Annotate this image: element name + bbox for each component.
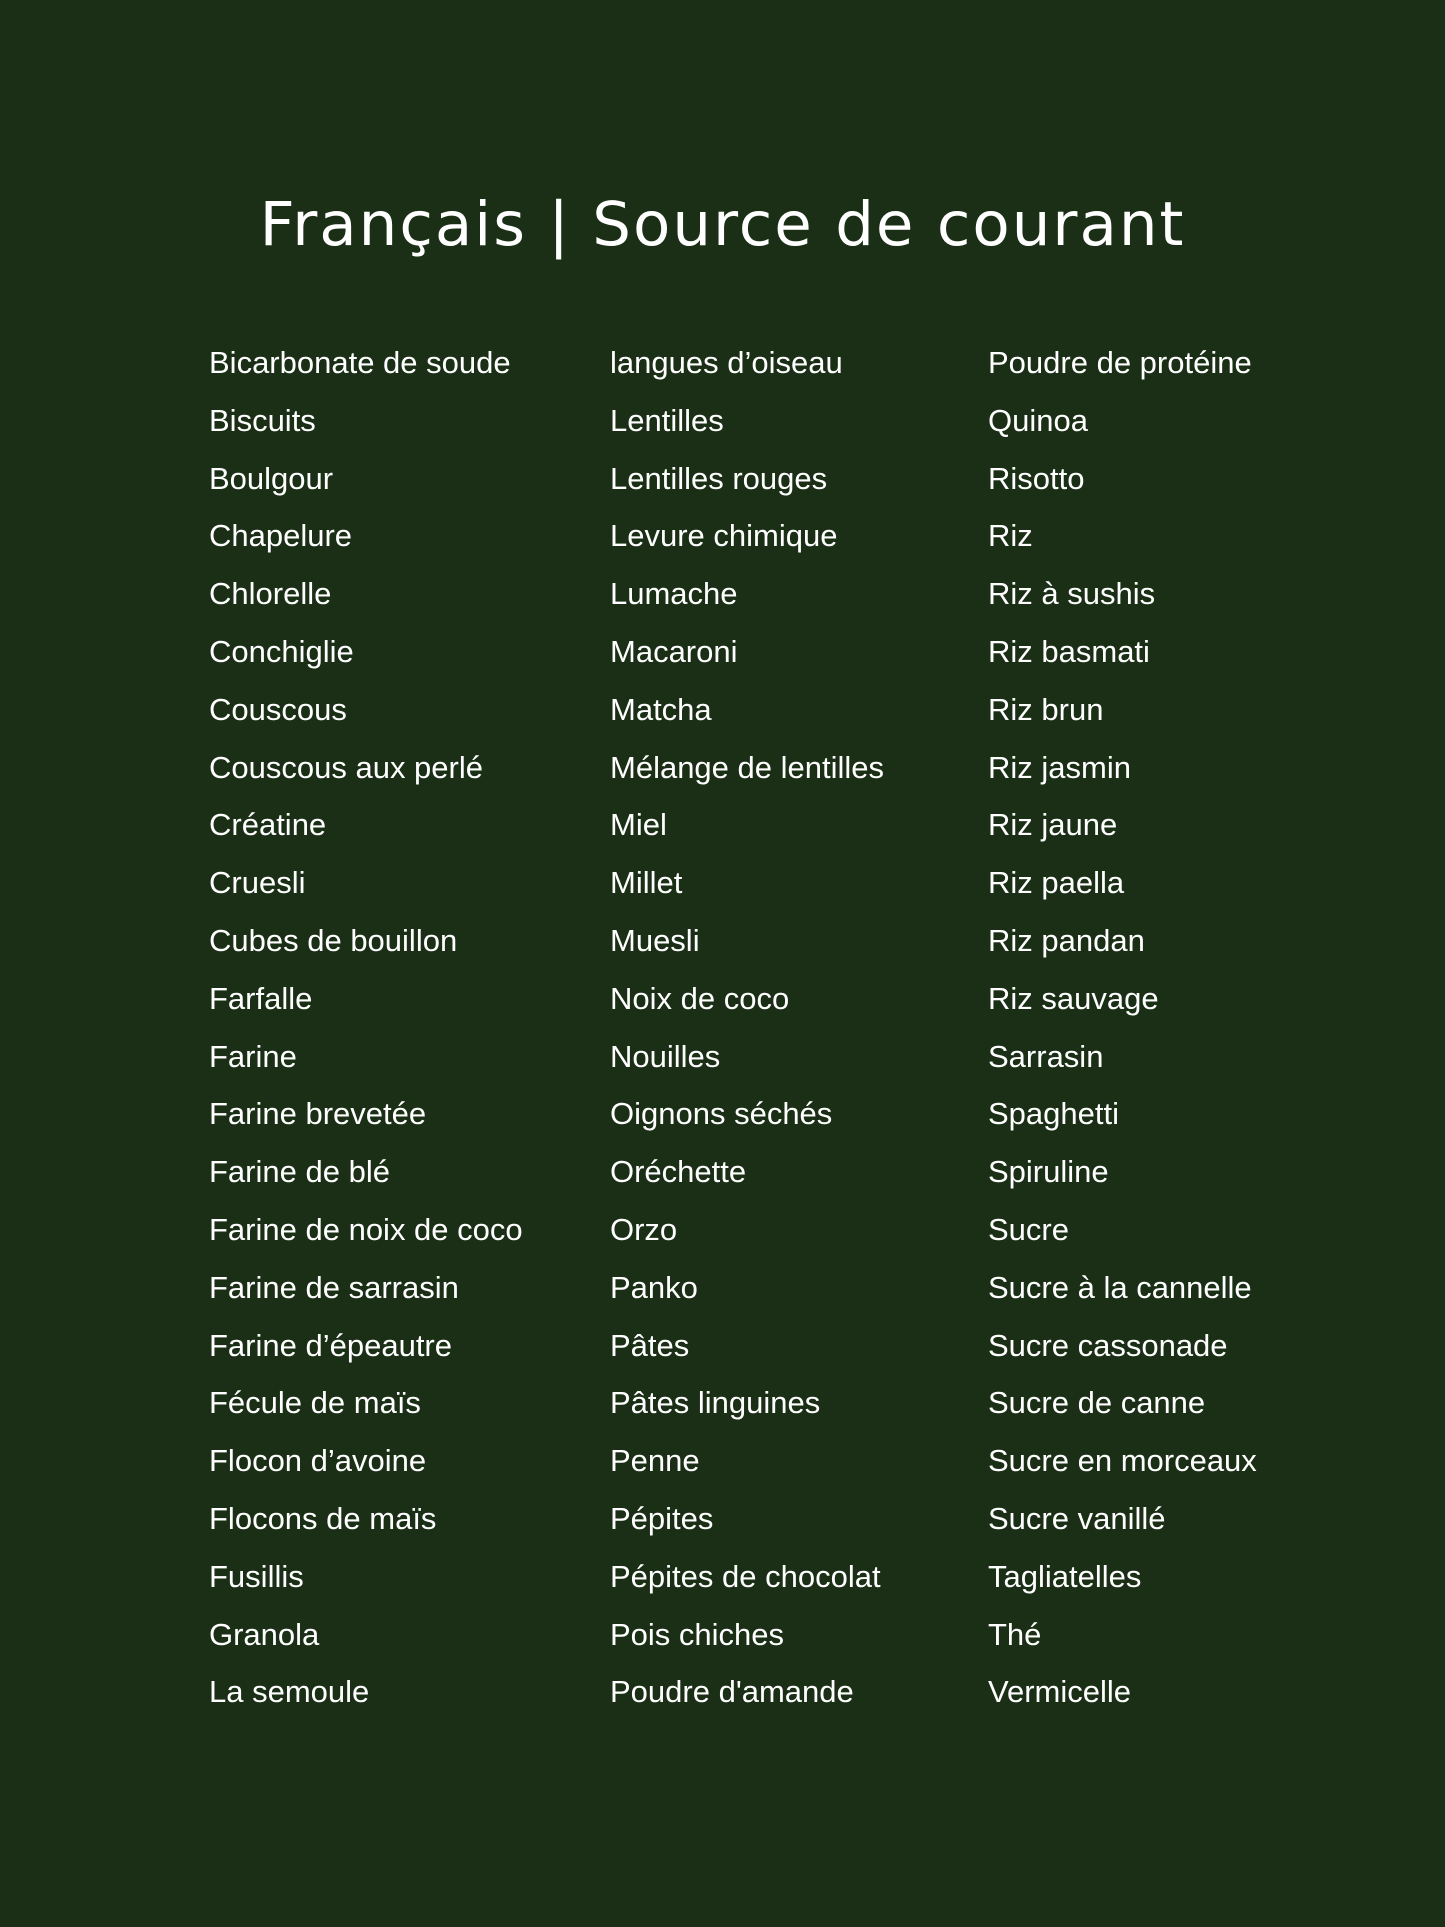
product-item: Riz basmati xyxy=(988,633,1150,669)
product-item: Farine de noix de coco xyxy=(209,1211,523,1247)
product-item: Poudre de protéine xyxy=(988,345,1252,380)
product-item: Sucre à la cannelle xyxy=(988,1269,1252,1305)
product-item: Muesli xyxy=(610,922,700,958)
product-item: Sucre cassonade xyxy=(988,1327,1228,1363)
product-item: Miel xyxy=(610,807,667,843)
product-item: Riz à sushis xyxy=(988,576,1156,612)
product-item: Pâtes linguines xyxy=(610,1385,821,1421)
product-item: Riz pandan xyxy=(988,922,1145,958)
product-item: Biscuits xyxy=(209,402,316,438)
product-item: Levure chimique xyxy=(610,518,838,554)
product-item: Sarrasin xyxy=(988,1038,1104,1074)
product-item: Conchiglie xyxy=(209,633,354,669)
product-item: Oignons séchés xyxy=(610,1096,833,1132)
product-item: Pépites xyxy=(610,1500,714,1536)
product-column-1 xyxy=(209,334,523,1721)
product-item: Panko xyxy=(610,1269,698,1305)
product-item: Riz xyxy=(988,518,1033,554)
product-item: Farine de blé xyxy=(209,1154,390,1190)
product-item: Cruesli xyxy=(209,865,306,901)
product-item: Lentilles rouges xyxy=(610,460,828,496)
product-item: Noix de coco xyxy=(610,980,790,1016)
product-item: Mélange de lentilles xyxy=(610,749,885,785)
product-item: Fusillis xyxy=(209,1558,304,1594)
product-item: Bicarbonate de soude xyxy=(209,345,511,380)
product-item: Vermicelle xyxy=(988,1674,1131,1710)
product-item: Pois chiches xyxy=(610,1616,785,1652)
product-item: Flocons de maïs xyxy=(209,1500,437,1536)
product-item: Orzo xyxy=(610,1211,678,1247)
product-item: Riz brun xyxy=(988,691,1104,727)
product-item: Riz jaune xyxy=(988,807,1118,843)
product-item: Risotto xyxy=(988,460,1085,496)
product-item: Chapelure xyxy=(209,518,353,554)
product-item: Pépites de chocolat xyxy=(610,1558,881,1594)
product-item: Farine de sarrasin xyxy=(209,1269,459,1305)
product-item: Riz paella xyxy=(988,865,1125,901)
product-item: Farine brevetée xyxy=(209,1096,427,1132)
product-item: Farine xyxy=(209,1038,297,1074)
product-item: Fécule de maïs xyxy=(209,1385,421,1421)
product-item: Farfalle xyxy=(209,980,313,1016)
product-item: Riz sauvage xyxy=(988,980,1159,1016)
product-item: Créatine xyxy=(209,807,327,843)
product-item: Tagliatelles xyxy=(988,1558,1142,1594)
product-item: Spiruline xyxy=(988,1154,1109,1190)
product-item: Nouilles xyxy=(610,1038,721,1074)
product-item: La semoule xyxy=(209,1674,370,1710)
product-item: Matcha xyxy=(610,691,712,727)
product-item: Millet xyxy=(610,865,683,901)
product-item: Thé xyxy=(988,1616,1042,1652)
product-item: Riz jasmin xyxy=(988,749,1131,785)
product-item: Penne xyxy=(610,1443,700,1479)
product-item: Chlorelle xyxy=(209,576,332,612)
product-item: langues d’oiseau xyxy=(610,345,843,380)
product-column-2 xyxy=(610,334,884,1721)
product-item: Flocon d’avoine xyxy=(209,1443,427,1479)
product-item: Sucre vanillé xyxy=(988,1500,1166,1536)
product-item: Couscous xyxy=(209,691,347,727)
product-item: Spaghetti xyxy=(988,1096,1119,1132)
product-column-3 xyxy=(988,334,1257,1721)
product-item: Lentilles xyxy=(610,402,724,438)
product-item: Macaroni xyxy=(610,633,738,669)
product-item: Couscous aux perlé xyxy=(209,749,483,785)
product-item: Sucre xyxy=(988,1211,1069,1247)
product-item: Oréchette xyxy=(610,1154,747,1190)
product-item: Quinoa xyxy=(988,402,1088,438)
product-item: Pâtes xyxy=(610,1327,690,1363)
product-item: Poudre d'amande xyxy=(610,1674,854,1710)
product-item: Boulgour xyxy=(209,460,334,496)
product-item: Sucre en morceaux xyxy=(988,1443,1257,1479)
page-title: Français | Source de courant xyxy=(259,188,1186,260)
product-item: Cubes de bouillon xyxy=(209,922,458,958)
product-item: Lumache xyxy=(610,576,738,612)
product-item: Sucre de canne xyxy=(988,1385,1206,1421)
product-item: Farine d’épeautre xyxy=(209,1327,452,1363)
product-item: Granola xyxy=(209,1616,320,1652)
